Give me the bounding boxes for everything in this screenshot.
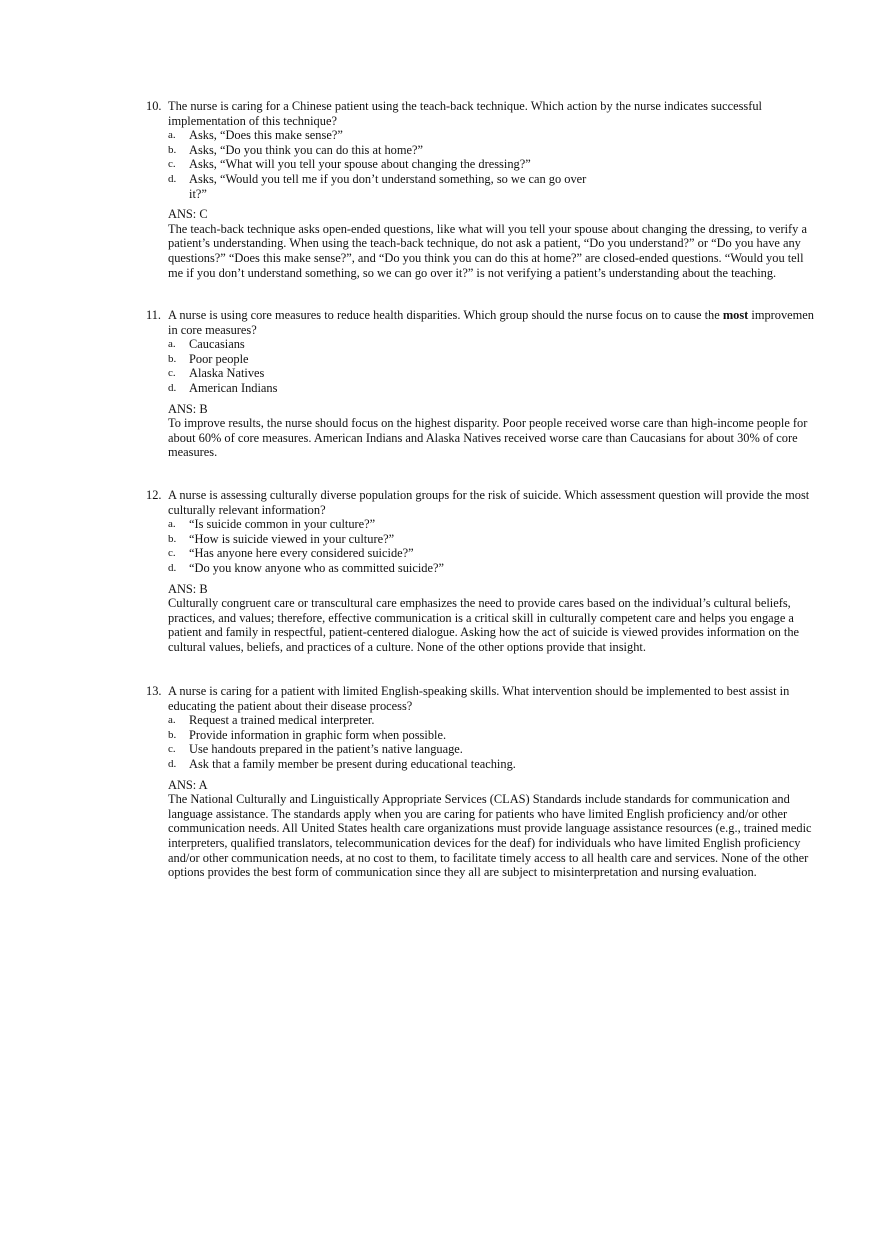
rationale-line: interpreters, qualified translators, telecommunication devices for the deaf) for individuals who have limited English proficiency: [168, 835, 801, 850]
question-12: [146, 488, 836, 655]
stem-line: [168, 308, 836, 323]
option-letter: a.: [168, 714, 176, 727]
option-letter: b.: [168, 728, 177, 741]
option-d: [168, 172, 836, 201]
rationale: [168, 596, 836, 654]
question-number: 12.: [146, 488, 162, 502]
stem-line: A nurse is assessing culturally diverse population groups for the risk of suicide. Which assessment question will provide the most: [168, 488, 810, 502]
option-text: [189, 143, 836, 158]
option-text: [189, 742, 836, 757]
option-letter: c.: [168, 367, 176, 380]
question-number: 10.: [146, 99, 162, 113]
option-text: [189, 366, 836, 381]
option-line: Poor people: [189, 351, 249, 366]
answer-key: ANS: B: [168, 581, 208, 596]
option-text: [189, 728, 836, 743]
option-line: Asks, “Does this make sense?”: [189, 128, 343, 143]
option-letter: d.: [168, 172, 177, 185]
rationale: [168, 792, 836, 880]
question-10: [146, 99, 836, 280]
option-line: Ask that a family member be present during educational teaching.: [189, 756, 516, 771]
option-text: [189, 381, 836, 396]
rationale-line: Culturally congruent care or transcultural care emphasizes the need to provide cares based on the individual’s cultural beliefs,: [168, 596, 791, 611]
option-line: “Do you know anyone who as committed suicide?”: [189, 560, 444, 575]
option-c: [168, 157, 836, 172]
rationale: [168, 416, 836, 460]
option-d: [168, 381, 836, 396]
option-line: Caucasians: [189, 337, 245, 352]
option-d: [168, 561, 836, 576]
option-a: [168, 337, 836, 352]
rationale-line: To improve results, the nurse should focus on the highest disparity. Poor people received worse care than high-income people for: [168, 416, 808, 431]
question-stem: [168, 308, 836, 337]
option-text: [189, 517, 836, 532]
option-line: “How is suicide viewed in your culture?”: [189, 531, 395, 546]
option-letter: c.: [168, 158, 176, 171]
option-letter: a.: [168, 129, 176, 142]
question-13: [146, 684, 836, 880]
option-line: Use handouts prepared in the patient’s native language.: [189, 742, 463, 757]
rationale-line: cultural values, beliefs, and practices of a culture. None of the other options provide that insight.: [168, 639, 646, 654]
answer-options: [168, 128, 836, 201]
option-letter: c.: [168, 743, 176, 756]
question-stem: [168, 684, 836, 713]
option-text: [189, 532, 836, 547]
option-line: Provide information in graphic form when possible.: [189, 727, 447, 742]
option-b: [168, 728, 836, 743]
stem-line: implementation of this technique?: [168, 113, 337, 128]
option-d: [168, 757, 836, 772]
option-c: [168, 366, 836, 381]
option-a: [168, 128, 836, 143]
option-text: [189, 352, 836, 367]
option-letter: b.: [168, 532, 177, 545]
option-text: [189, 157, 836, 172]
option-letter: a.: [168, 518, 176, 531]
option-letter: d.: [168, 757, 177, 770]
option-c: [168, 546, 836, 561]
option-a: [168, 713, 836, 728]
stem-line: A nurse is caring for a patient with limited English-speaking skills. What intervention should be implemented to best assist in: [168, 684, 790, 698]
option-line: Alaska Natives: [189, 366, 265, 381]
rationale-line: options provides the best form of communication since they all are subject to misinterpretation and nursing evaluation.: [168, 865, 757, 880]
rationale-line: The teach-back technique asks open-ended questions, like what will you tell your spouse about changing the dressing, to verify a: [168, 221, 807, 236]
option-text: [189, 337, 836, 352]
option-letter: d.: [168, 381, 177, 394]
option-letter: a.: [168, 338, 176, 351]
option-line: Asks, “Do you think you can do this at home?”: [189, 142, 424, 157]
option-line: American Indians: [189, 380, 278, 395]
rationale-line: about 60% of core measures. American Indians and Alaska Natives received worse care than Caucasians for about 30% of core: [168, 430, 798, 445]
option-text: [189, 546, 836, 561]
option-c: [168, 742, 836, 757]
option-text: [189, 757, 836, 772]
rationale-line: patient’s understanding. When using the teach-back technique, do not ask a patient, “Do you understand?” or “Do you have any: [168, 236, 801, 251]
stem-emphasis: most: [722, 308, 749, 322]
rationale-line: me if you don’t understand something, so we can go over it?” is not verifying a patient’s understanding about the teaching.: [168, 265, 777, 280]
option-letter: d.: [168, 561, 177, 574]
option-letter: b.: [168, 352, 177, 365]
option-letter: c.: [168, 547, 176, 560]
option-b: [168, 352, 836, 367]
rationale-line: The National Culturally and Linguistically Appropriate Services (CLAS) Standards include standards for communication and: [168, 792, 790, 807]
answer-options: [168, 713, 836, 771]
rationale-line: and/or other communication needs, at no cost to them, to facilitate timely access to all health care and services. None of the other: [168, 850, 809, 865]
option-line: Asks, “Would you tell me if you don’t understand something, so we can go over: [189, 171, 587, 186]
question-number: 11.: [146, 308, 162, 322]
answer-key: ANS: C: [168, 207, 208, 222]
option-line: Request a trained medical interpreter.: [189, 713, 375, 728]
answer-key: ANS: A: [168, 777, 208, 792]
rationale-line: language assistance. The standards apply when you are caring for patients who have limited English proficiency and/or other: [168, 806, 788, 821]
option-b: [168, 143, 836, 158]
stem-text: improvemen: [748, 308, 815, 322]
rationale: [168, 222, 836, 280]
option-line: Asks, “What will you tell your spouse about changing the dressing?”: [189, 157, 531, 172]
stem-line: The nurse is caring for a Chinese patient using the teach-back technique. Which action by the nurse indicates successful: [168, 99, 762, 113]
option-line: “Has anyone here every considered suicide?”: [189, 546, 414, 561]
stem-text: A nurse is using core measures to reduce health disparities. Which group should the nurse focus on to cause the: [168, 308, 723, 322]
option-text: [189, 128, 836, 143]
stem-line: educating the patient about their disease process?: [168, 698, 413, 713]
question-stem: [168, 488, 836, 517]
answer-key: ANS: B: [168, 401, 208, 416]
option-b: [168, 532, 836, 547]
question-11: [146, 308, 836, 460]
rationale-line: patient and family in respectful, patient-centered dialogue. Asking how the act of suicide is viewed provides information on the: [168, 625, 800, 640]
option-letter: b.: [168, 143, 177, 156]
option-line: it?”: [189, 186, 207, 201]
option-text: [189, 561, 836, 576]
stem-line: culturally relevant information?: [168, 502, 326, 517]
question-stem: [168, 99, 836, 128]
stem-line: in core measures?: [168, 322, 257, 337]
rationale-line: questions?” “Does this make sense?”, and “Do you think you can do this at home?” are closed-ended questions. “Would you tell: [168, 250, 804, 265]
option-text: [189, 713, 836, 728]
option-text: [189, 172, 836, 201]
answer-options: [168, 337, 836, 395]
answer-options: [168, 517, 836, 575]
rationale-line: practices, and values; therefore, effective communication is a critical skill in culturally competent care and helps you engage a: [168, 610, 794, 625]
option-line: “Is suicide common in your culture?”: [189, 517, 376, 532]
question-number: 13.: [146, 684, 162, 698]
rationale-line: communication needs. All United States health care organizations must provide language assistance resources (e.g., trained medic: [168, 821, 812, 836]
option-a: [168, 517, 836, 532]
rationale-line: measures.: [168, 445, 218, 460]
